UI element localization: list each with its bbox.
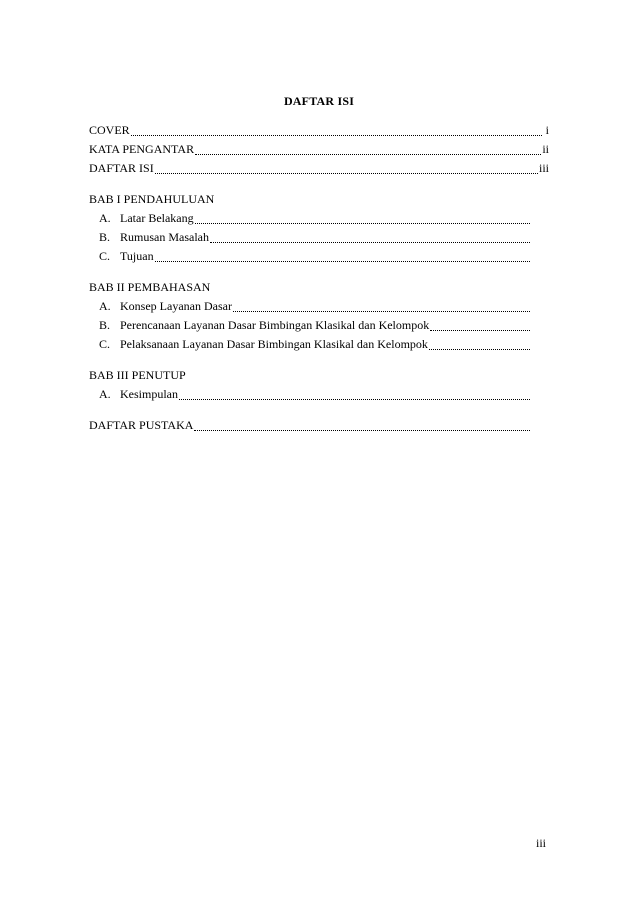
- toc-entry-perencanaan: [99, 316, 531, 335]
- toc-entry-tujuan: [99, 247, 531, 266]
- toc-entry-number: A.: [99, 211, 111, 225]
- toc-entry-label: DAFTAR ISI: [89, 161, 154, 175]
- dot-leader: [210, 242, 530, 243]
- toc-entry-label: DAFTAR PUSTAKA: [89, 418, 194, 432]
- toc-entry-page: ii: [542, 142, 549, 156]
- dot-leader: [429, 349, 530, 350]
- dot-leader: [155, 261, 530, 262]
- toc-entry-label: Kesimpulan: [120, 387, 178, 401]
- chapter-heading-bab2: BAB II PEMBAHASAN: [89, 280, 211, 294]
- toc-entry-kesimpulan: [99, 385, 531, 404]
- toc-entry-number: C.: [99, 337, 111, 351]
- page-number: iii: [536, 836, 547, 850]
- toc-entry-cover: [89, 121, 549, 140]
- toc-entry-label: Pelaksanaan Layanan Dasar Bimbingan Klasikal dan Kelompok: [120, 337, 428, 351]
- toc-entry-number: B.: [99, 230, 111, 244]
- toc-entry-pelaksanaan: [99, 335, 531, 354]
- toc-entry-number: B.: [99, 318, 111, 332]
- dot-leader: [179, 399, 530, 400]
- toc-entry-label: KATA PENGANTAR: [89, 142, 195, 156]
- dot-leader: [195, 223, 530, 224]
- toc-entry-label: Konsep Layanan Dasar: [120, 299, 232, 313]
- toc-entry-latar-belakang: [99, 209, 531, 228]
- toc-entry-konsep: [99, 297, 531, 316]
- toc-entry-number: A.: [99, 387, 111, 401]
- dot-leader: [430, 330, 530, 331]
- dot-leader: [195, 154, 541, 155]
- toc-entry-label: Rumusan Masalah: [120, 230, 209, 244]
- toc-entry-number: A.: [99, 299, 111, 313]
- dot-leader: [194, 430, 530, 431]
- page-title: DAFTAR ISI: [283, 94, 355, 108]
- chapter-heading-bab3: BAB III PENUTUP: [89, 368, 186, 382]
- toc-entry-daftar-pustaka: [89, 416, 531, 435]
- toc-entry-page: iii: [538, 161, 549, 175]
- dot-leader: [155, 173, 538, 174]
- dot-leader: [233, 311, 530, 312]
- toc-entry-rumusan-masalah: [99, 228, 531, 247]
- table-of-contents: [89, 121, 549, 435]
- toc-entry-label: Latar Belakang: [120, 211, 194, 225]
- toc-entry-kata-pengantar: [89, 140, 549, 159]
- toc-entry-page: i: [545, 123, 549, 137]
- toc-entry-label: Perencanaan Layanan Dasar Bimbingan Klasikal dan Kelompok: [120, 318, 430, 332]
- toc-entry-label: COVER: [89, 123, 130, 137]
- toc-entry-daftar-isi: [89, 159, 549, 178]
- chapter-heading-bab1: BAB I PENDAHULUAN: [89, 192, 215, 206]
- toc-entry-label: Tujuan: [120, 249, 154, 263]
- dot-leader: [131, 135, 542, 136]
- toc-entry-number: C.: [99, 249, 111, 263]
